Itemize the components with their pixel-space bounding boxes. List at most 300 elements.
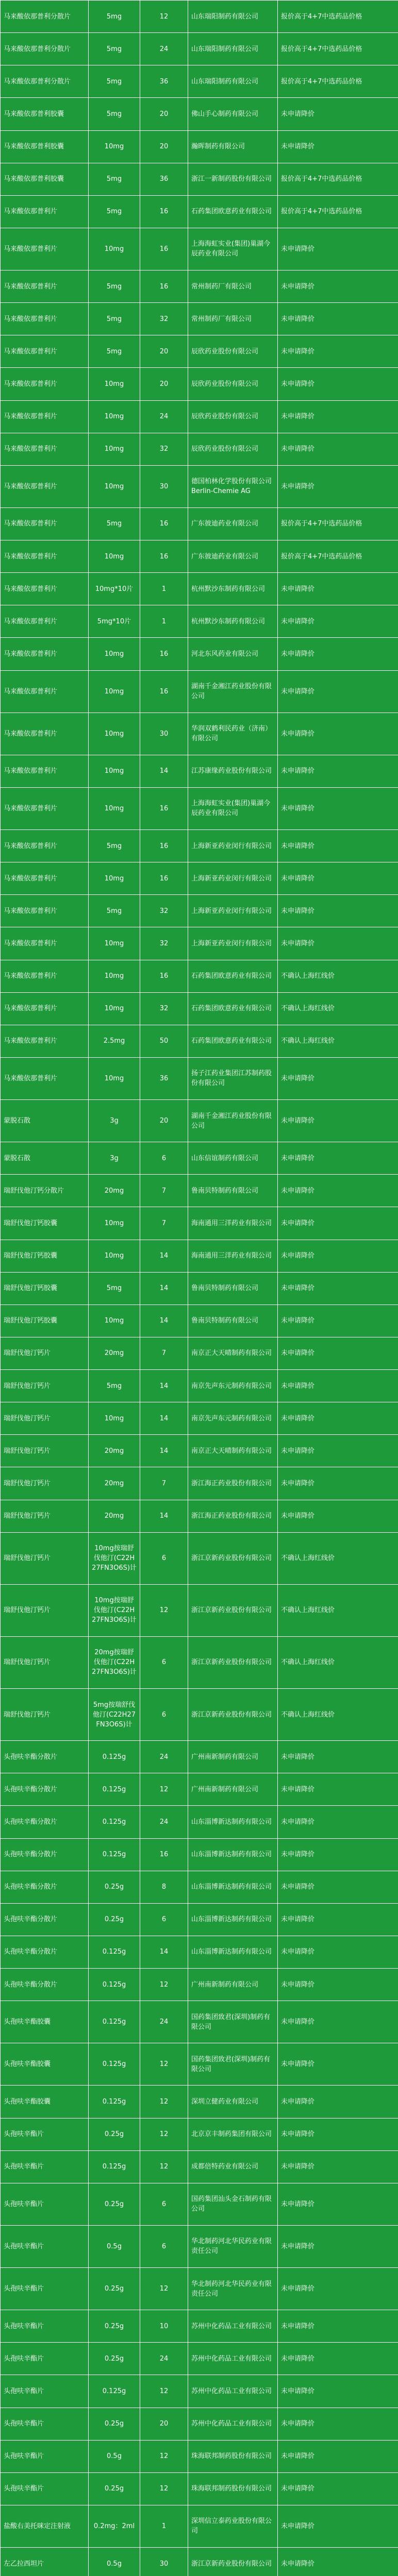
status-cell: 未申请降价 [278, 2548, 398, 2576]
status-cell: 未申请降价 [278, 130, 398, 163]
status-cell: 未申请降价 [278, 2086, 398, 2118]
package-quantity-cell: 32 [140, 303, 188, 335]
manufacturer-cell: 鲁南贝特制药有限公司 [188, 1175, 278, 1207]
drug-name-cell: 头孢呋辛酯片 [1, 2150, 89, 2183]
status-cell: 未申请降价 [278, 670, 398, 713]
status-cell: 未申请降价 [278, 2118, 398, 2150]
manufacturer-cell: 浙江海正药业股份有限公司 [188, 1467, 278, 1500]
specification-cell: 0.25g [89, 1871, 140, 1903]
status-cell: 未申请降价 [278, 1435, 398, 1467]
drug-name-cell: 马来酸依那普利分散片 [1, 65, 89, 98]
specification-cell: 10mg [89, 228, 140, 270]
package-quantity-cell: 6 [140, 2225, 188, 2267]
table-body [1, 1, 398, 2576]
package-quantity-cell: 20 [140, 1100, 188, 1142]
specification-cell: 0.25g [89, 2408, 140, 2440]
manufacturer-cell: 辰欣药业股份有限公司 [188, 433, 278, 465]
table-row [1, 862, 398, 895]
drug-name-cell: 头孢呋辛酯片 [1, 2375, 89, 2408]
status-cell: 不确认上海红线价 [278, 1584, 398, 1636]
table-row [1, 1370, 398, 1402]
table-row [1, 1806, 398, 1838]
status-cell: 未申请降价 [278, 1175, 398, 1207]
status-cell: 未申请降价 [278, 605, 398, 638]
specification-cell: 10mg [89, 1207, 140, 1240]
package-quantity-cell: 20 [140, 2408, 188, 2440]
package-quantity-cell: 14 [140, 755, 188, 787]
specification-cell: 20mg [89, 1500, 140, 1532]
table-row [1, 1689, 398, 1741]
table-row [1, 130, 398, 163]
status-cell: 未申请降价 [278, 2225, 398, 2267]
drug-name-cell: 头孢呋辛酯片 [1, 2472, 89, 2505]
specification-cell: 10mg [89, 1304, 140, 1337]
package-quantity-cell: 6 [140, 1689, 188, 1741]
drug-name-cell: 马来酸依那普利分散片 [1, 33, 89, 65]
manufacturer-cell: 山东淄博新达制药有限公司 [188, 1936, 278, 1968]
specification-cell: 10mg [89, 433, 140, 465]
package-quantity-cell: 24 [140, 33, 188, 65]
drug-name-cell: 马来酸依那普利胶囊 [1, 98, 89, 130]
drug-name-cell: 马来酸依那普利片 [1, 927, 89, 960]
manufacturer-cell: 上海海虹实业(集团)巢湖今辰药业有限公司 [188, 228, 278, 270]
package-quantity-cell: 1 [140, 573, 188, 605]
specification-cell: 0.5g [89, 2440, 140, 2472]
drug-name-cell: 瑞舒伐他汀钙片 [1, 1435, 89, 1467]
status-cell: 未申请降价 [278, 2343, 398, 2375]
status-cell: 报价高于4+7中选药品价格 [278, 163, 398, 195]
status-cell: 未申请降价 [278, 638, 398, 670]
drug-name-cell: 头孢呋辛酯片 [1, 2408, 89, 2440]
specification-cell: 10mg按瑞舒伐他汀(C22H27FN3O6S)计 [89, 1532, 140, 1584]
drug-name-cell: 瑞舒伐他汀钙片 [1, 1636, 89, 1688]
specification-cell: 10mg [89, 713, 140, 755]
table-row [1, 755, 398, 787]
drug-name-cell: 头孢呋辛酯分散片 [1, 1838, 89, 1871]
status-cell: 未申请降价 [278, 368, 398, 400]
package-quantity-cell: 24 [140, 2343, 188, 2375]
status-cell: 未申请降价 [278, 433, 398, 465]
manufacturer-cell: 上海新亚药业闵行有限公司 [188, 830, 278, 862]
drug-name-cell: 马来酸依那普利片 [1, 228, 89, 270]
specification-cell: 0.25g [89, 2343, 140, 2375]
manufacturer-cell: 海南通用三洋药业有限公司 [188, 1207, 278, 1240]
table-row [1, 2150, 398, 2183]
specification-cell: 10mg [89, 400, 140, 433]
status-cell: 未申请降价 [278, 228, 398, 270]
specification-cell: 10mg [89, 130, 140, 163]
manufacturer-cell: 山东信谊制药有限公司 [188, 1142, 278, 1175]
table-row [1, 1100, 398, 1142]
specification-cell: 5mg [89, 830, 140, 862]
manufacturer-cell: 湖南千金湘江药业股份有限公司 [188, 1100, 278, 1142]
manufacturer-cell: 上海海虹实业(集团)巢湖今辰药业有限公司 [188, 787, 278, 829]
package-quantity-cell: 16 [140, 540, 188, 573]
manufacturer-cell: 杭州默沙东制药有限公司 [188, 573, 278, 605]
manufacturer-cell: 山东瑞阳制药有限公司 [188, 33, 278, 65]
drug-name-cell: 马来酸依那普利胶囊 [1, 163, 89, 195]
package-quantity-cell: 12 [140, 2043, 188, 2086]
drug-name-cell: 头孢呋辛酯片 [1, 2268, 89, 2310]
status-cell: 未申请降价 [278, 1272, 398, 1304]
package-quantity-cell: 14 [140, 1272, 188, 1304]
table-row [1, 2268, 398, 2310]
table-row [1, 1936, 398, 1968]
status-cell: 未申请降价 [278, 1741, 398, 1773]
package-quantity-cell: 12 [140, 2118, 188, 2150]
status-cell: 未申请降价 [278, 2268, 398, 2310]
status-cell: 不确认上海红线价 [278, 960, 398, 992]
status-cell: 未申请降价 [278, 1142, 398, 1175]
manufacturer-cell: 浙江京新药业股份有限公司 [188, 1689, 278, 1741]
drug-name-cell: 头孢呋辛酯胶囊 [1, 2086, 89, 2118]
table-row [1, 895, 398, 927]
status-cell: 报价高于4+7中选药品价格 [278, 65, 398, 98]
table-row [1, 2505, 398, 2547]
package-quantity-cell: 7 [140, 1175, 188, 1207]
specification-cell: 0.125g [89, 1838, 140, 1871]
table-row [1, 368, 398, 400]
specification-cell: 0.5g [89, 2225, 140, 2267]
table-row [1, 787, 398, 829]
drug-name-cell: 马来酸依那普利片 [1, 540, 89, 573]
package-quantity-cell: 16 [140, 228, 188, 270]
package-quantity-cell: 14 [140, 1304, 188, 1337]
drug-name-cell: 马来酸依那普利片 [1, 862, 89, 895]
status-cell: 不确认上海红线价 [278, 1636, 398, 1688]
drug-name-cell: 马来酸依那普利片 [1, 895, 89, 927]
specification-cell: 20mg [89, 1337, 140, 1369]
table-row [1, 2001, 398, 2043]
package-quantity-cell: 8 [140, 1871, 188, 1903]
table-row [1, 1584, 398, 1636]
specification-cell: 5mg [89, 65, 140, 98]
package-quantity-cell: 24 [140, 1741, 188, 1773]
manufacturer-cell: 山东淄博新达制药有限公司 [188, 1903, 278, 1936]
status-cell: 未申请降价 [278, 1903, 398, 1936]
table-row [1, 1773, 398, 1806]
drug-name-cell: 马来酸依那普利片 [1, 573, 89, 605]
drug-name-cell: 瑞舒伐他汀钙胶囊 [1, 1272, 89, 1304]
status-cell: 未申请降价 [278, 1467, 398, 1500]
package-quantity-cell: 16 [140, 638, 188, 670]
status-cell: 不确认上海红线价 [278, 1025, 398, 1057]
manufacturer-cell: 石药集团欧意药业有限公司 [188, 960, 278, 992]
table-row [1, 1741, 398, 1773]
package-quantity-cell: 12 [140, 1584, 188, 1636]
status-cell: 报价高于4+7中选药品价格 [278, 195, 398, 228]
drug-name-cell: 头孢呋辛酯片 [1, 2225, 89, 2267]
table-row [1, 1207, 398, 1240]
table-row [1, 1969, 398, 2001]
drug-name-cell: 马来酸依那普利片 [1, 1025, 89, 1057]
manufacturer-cell: 佛山手心制药有限公司 [188, 98, 278, 130]
specification-cell: 5mg [89, 98, 140, 130]
specification-cell: 0.25g [89, 1903, 140, 1936]
manufacturer-cell: 北京京丰制药集团有限公司 [188, 2118, 278, 2150]
specification-cell: 0.125g [89, 2043, 140, 2086]
manufacturer-cell: 杭州默沙东制药有限公司 [188, 605, 278, 638]
drug-name-cell: 马来酸依那普利片 [1, 605, 89, 638]
drug-name-cell: 头孢呋辛酯胶囊 [1, 2001, 89, 2043]
status-cell: 未申请降价 [278, 1370, 398, 1402]
manufacturer-cell: 华润双鹤利民药业（济南）有限公司 [188, 713, 278, 755]
specification-cell: 0.125g [89, 1969, 140, 2001]
package-quantity-cell: 24 [140, 400, 188, 433]
manufacturer-cell: 苏州中化药品工业有限公司 [188, 2375, 278, 2408]
specification-cell: 10mg [89, 368, 140, 400]
manufacturer-cell: 浙江京新药业股份有限公司 [188, 1636, 278, 1688]
manufacturer-cell: 浙江京新药业股份有限公司 [188, 1584, 278, 1636]
table-row [1, 1025, 398, 1057]
drug-name-cell: 瑞舒伐他汀钙片 [1, 1500, 89, 1532]
status-cell: 未申请降价 [278, 2150, 398, 2183]
drug-name-cell: 瑞舒伐他汀钙片 [1, 1532, 89, 1584]
package-quantity-cell: 20 [140, 130, 188, 163]
package-quantity-cell: 32 [140, 433, 188, 465]
drug-name-cell: 蒙脱石散 [1, 1142, 89, 1175]
drug-name-cell: 马来酸依那普利片 [1, 713, 89, 755]
drug-name-cell: 马来酸依那普利片 [1, 465, 89, 507]
status-cell: 不确认上海红线价 [278, 992, 398, 1025]
table-row [1, 2472, 398, 2505]
table-row [1, 638, 398, 670]
table-row [1, 65, 398, 98]
manufacturer-cell: 河北东风药业有限公司 [188, 638, 278, 670]
drug-name-cell: 瑞舒伐他汀钙胶囊 [1, 1304, 89, 1337]
drug-name-cell: 头孢呋辛酯分散片 [1, 1871, 89, 1903]
manufacturer-cell: 珠海联邦制药股份有限公司 [188, 2472, 278, 2505]
specification-cell: 5mg [89, 270, 140, 303]
drug-name-cell: 头孢呋辛酯片 [1, 2440, 89, 2472]
table-row [1, 605, 398, 638]
package-quantity-cell: 12 [140, 2472, 188, 2505]
table-row [1, 303, 398, 335]
status-cell: 未申请降价 [278, 2440, 398, 2472]
status-cell: 未申请降价 [278, 1304, 398, 1337]
drug-name-cell: 马来酸依那普利片 [1, 1057, 89, 1099]
specification-cell: 0.5g [89, 2548, 140, 2576]
specification-cell: 10mg [89, 1402, 140, 1435]
drug-name-cell: 瑞舒伐他汀钙片 [1, 1467, 89, 1500]
specification-cell: 20mg [89, 1435, 140, 1467]
package-quantity-cell: 32 [140, 895, 188, 927]
package-quantity-cell: 36 [140, 1057, 188, 1099]
drug-name-cell: 马来酸依那普利胶囊 [1, 130, 89, 163]
status-cell: 未申请降价 [278, 1969, 398, 2001]
table-row [1, 195, 398, 228]
table-row [1, 507, 398, 540]
table-row [1, 2343, 398, 2375]
specification-cell: 0.125g [89, 2150, 140, 2183]
specification-cell: 0.25g [89, 2310, 140, 2343]
drug-name-cell: 马来酸依那普利片 [1, 670, 89, 713]
package-quantity-cell: 14 [140, 1240, 188, 1272]
drug-name-cell: 头孢呋辛酯片 [1, 2183, 89, 2225]
package-quantity-cell: 7 [140, 1467, 188, 1500]
status-cell: 不确认上海红线价 [278, 1689, 398, 1741]
package-quantity-cell: 14 [140, 1500, 188, 1532]
table-row [1, 33, 398, 65]
table-row [1, 1175, 398, 1207]
status-cell: 未申请降价 [278, 713, 398, 755]
specification-cell: 10mg [89, 755, 140, 787]
package-quantity-cell: 16 [140, 1838, 188, 1871]
status-cell: 未申请降价 [278, 335, 398, 368]
specification-cell: 10mg [89, 1057, 140, 1099]
package-quantity-cell: 6 [140, 1532, 188, 1584]
specification-cell: 10mg [89, 465, 140, 507]
package-quantity-cell: 14 [140, 1435, 188, 1467]
drug-name-cell: 头孢呋辛酯分散片 [1, 1806, 89, 1838]
manufacturer-cell: 浙江京新药业股份有限公司 [188, 2548, 278, 2576]
manufacturer-cell: 常州制药厂有限公司 [188, 303, 278, 335]
package-quantity-cell: 16 [140, 507, 188, 540]
table-row [1, 540, 398, 573]
specification-cell: 0.25g [89, 2118, 140, 2150]
specification-cell: 5mg [89, 507, 140, 540]
package-quantity-cell: 7 [140, 1337, 188, 1369]
manufacturer-cell: 广州南新制药有限公司 [188, 1773, 278, 1806]
specification-cell: 3g [89, 1142, 140, 1175]
drug-name-cell: 马来酸依那普利片 [1, 368, 89, 400]
package-quantity-cell: 36 [140, 65, 188, 98]
package-quantity-cell: 32 [140, 992, 188, 1025]
status-cell: 未申请降价 [278, 98, 398, 130]
package-quantity-cell: 12 [140, 2150, 188, 2183]
manufacturer-cell: 苏州中化药品工业有限公司 [188, 2343, 278, 2375]
package-quantity-cell: 24 [140, 1806, 188, 1838]
specification-cell: 3g [89, 1100, 140, 1142]
table-row [1, 1532, 398, 1584]
drug-name-cell: 头孢呋辛酯分散片 [1, 1936, 89, 1968]
package-quantity-cell: 16 [140, 830, 188, 862]
package-quantity-cell: 12 [140, 2268, 188, 2310]
package-quantity-cell: 20 [140, 98, 188, 130]
specification-cell: 5mg [89, 335, 140, 368]
table-row [1, 2408, 398, 2440]
specification-cell: 5mg [89, 895, 140, 927]
specification-cell: 5mg按瑞舒伐他汀(C22H27FN3O6S)计 [89, 1689, 140, 1741]
package-quantity-cell: 30 [140, 2548, 188, 2576]
manufacturer-cell: 辰欣药业股份有限公司 [188, 368, 278, 400]
manufacturer-cell: 德国柏林化学股份有限公司 Berlin-Chemie AG [188, 465, 278, 507]
table-row [1, 400, 398, 433]
package-quantity-cell: 20 [140, 368, 188, 400]
package-quantity-cell: 16 [140, 787, 188, 829]
status-cell: 报价高于4+7中选药品价格 [278, 1, 398, 33]
manufacturer-cell: 苏州中化药品工业有限公司 [188, 2310, 278, 2343]
package-quantity-cell: 14 [140, 1402, 188, 1435]
table-row [1, 1903, 398, 1936]
status-cell: 未申请降价 [278, 2505, 398, 2547]
drug-name-cell: 头孢呋辛酯分散片 [1, 1903, 89, 1936]
status-cell: 未申请降价 [278, 2408, 398, 2440]
status-cell: 未申请降价 [278, 2001, 398, 2043]
status-cell: 未申请降价 [278, 2183, 398, 2225]
package-quantity-cell: 1 [140, 2505, 188, 2547]
status-cell: 未申请降价 [278, 1402, 398, 1435]
status-cell: 未申请降价 [278, 895, 398, 927]
status-cell: 未申请降价 [278, 1207, 398, 1240]
package-quantity-cell: 6 [140, 2183, 188, 2225]
specification-cell: 10mg按瑞舒伐他汀(C22H27FN3O6S)计 [89, 1584, 140, 1636]
specification-cell: 10mg [89, 670, 140, 713]
specification-cell: 5mg [89, 303, 140, 335]
manufacturer-cell: 成都倍特药业有限公司 [188, 2150, 278, 2183]
table-row [1, 2043, 398, 2086]
table-row [1, 2440, 398, 2472]
specification-cell: 10mg [89, 787, 140, 829]
status-cell: 未申请降价 [278, 1100, 398, 1142]
status-cell: 未申请降价 [278, 1806, 398, 1838]
manufacturer-cell: 湖南千金湘江药业股份有限公司 [188, 670, 278, 713]
manufacturer-cell: 国药集团致君(深圳)制药有限公司 [188, 2043, 278, 2086]
status-cell: 报价高于4+7中选药品价格 [278, 507, 398, 540]
status-cell: 未申请降价 [278, 927, 398, 960]
table-row [1, 2375, 398, 2408]
specification-cell: 5mg [89, 195, 140, 228]
specification-cell: 5mg [89, 1, 140, 33]
drug-name-cell: 头孢呋辛酯分散片 [1, 1969, 89, 2001]
package-quantity-cell: 16 [140, 195, 188, 228]
table-row [1, 1337, 398, 1369]
table-row [1, 98, 398, 130]
specification-cell: 0.2mg：2ml [89, 2505, 140, 2547]
table-row [1, 335, 398, 368]
manufacturer-cell: 珠海联邦制药股份有限公司 [188, 2440, 278, 2472]
specification-cell: 5mg*10片 [89, 605, 140, 638]
drug-name-cell: 瑞舒伐他汀钙片 [1, 1689, 89, 1741]
status-cell: 未申请降价 [278, 2043, 398, 2086]
package-quantity-cell: 30 [140, 713, 188, 755]
package-quantity-cell: 7 [140, 1207, 188, 1240]
drug-name-cell: 马来酸依那普利片 [1, 335, 89, 368]
manufacturer-cell: 常州制药厂有限公司 [188, 270, 278, 303]
table-row [1, 713, 398, 755]
manufacturer-cell: 华北制药河北华民药业有限责任公司 [188, 2268, 278, 2310]
specification-cell: 2.5mg [89, 1025, 140, 1057]
drug-name-cell: 马来酸依那普利片 [1, 830, 89, 862]
specification-cell: 20mg按瑞舒伐他汀(C22H27FN3O6S)计 [89, 1636, 140, 1688]
specification-cell: 5mg [89, 163, 140, 195]
package-quantity-cell: 6 [140, 1903, 188, 1936]
drug-name-cell: 马来酸依那普利片 [1, 787, 89, 829]
drug-name-cell: 蒙脱石散 [1, 1100, 89, 1142]
package-quantity-cell: 1 [140, 605, 188, 638]
manufacturer-cell: 瀚晖制药有限公司 [188, 130, 278, 163]
package-quantity-cell: 12 [140, 1, 188, 33]
package-quantity-cell: 12 [140, 2440, 188, 2472]
status-cell: 未申请降价 [278, 303, 398, 335]
table-row [1, 2183, 398, 2225]
specification-cell: 0.125g [89, 1741, 140, 1773]
manufacturer-cell: 山东淄博新达制药有限公司 [188, 1871, 278, 1903]
package-quantity-cell: 32 [140, 927, 188, 960]
manufacturer-cell: 扬子江药业集团江苏制药股份有限公司 [188, 1057, 278, 1099]
specification-cell: 10mg [89, 862, 140, 895]
specification-cell: 20mg [89, 1175, 140, 1207]
table-row [1, 1304, 398, 1337]
package-quantity-cell: 6 [140, 1636, 188, 1688]
table-row [1, 1636, 398, 1688]
status-cell: 未申请降价 [278, 755, 398, 787]
specification-cell: 10mg [89, 927, 140, 960]
manufacturer-cell: 石药集团欧意药业有限公司 [188, 992, 278, 1025]
specification-cell: 0.125g [89, 2001, 140, 2043]
drug-name-cell: 马来酸依那普利片 [1, 638, 89, 670]
manufacturer-cell: 苏州中化药品工业有限公司 [188, 2408, 278, 2440]
